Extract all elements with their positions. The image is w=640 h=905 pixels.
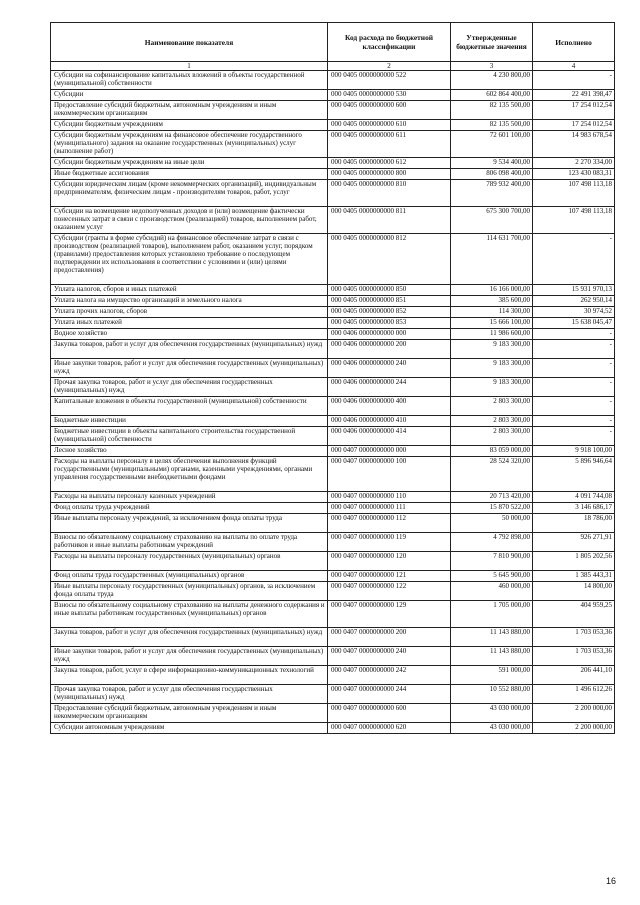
row-code-cell: 000 0405 0000000000 600 [328, 101, 451, 120]
table-row [51, 340, 615, 359]
row-name-cell: Закупка товаров, работ, услуг в сфере информационно-коммуникационных технологий [51, 666, 328, 685]
row-name-cell: Субсидии автономным учреждениям [51, 723, 328, 734]
row-code-cell: 000 0405 0000000000 611 [328, 131, 451, 158]
table-row [51, 296, 615, 307]
row-code-cell: 000 0407 0000000000 110 [328, 492, 451, 503]
table-row [51, 601, 615, 628]
row-name-cell: Уплата прочих налогов, сборов [51, 307, 328, 318]
table-row [51, 582, 615, 601]
row-approved-cell: 82 135 500,00 [451, 120, 533, 131]
row-approved-cell: 806 098 400,00 [451, 169, 533, 180]
row-name-cell: Расходы на выплаты персоналу в целях обеспечения выполнения функций государственными (муниципальными) органами, казенными учреждениями, органами управления государственными внебюджетными фондами [51, 457, 328, 492]
row-approved-cell: 83 059 000,00 [451, 446, 533, 457]
row-name-cell: Уплата налога на имущество организаций и земельного налога [51, 296, 328, 307]
row-executed-cell: 5 896 946,64 [533, 457, 615, 492]
page-number: 16 [605, 876, 616, 886]
table-row [51, 90, 615, 101]
row-code-cell: 000 0407 0000000000 620 [328, 723, 451, 734]
row-executed-cell: - [533, 359, 615, 378]
row-name-cell: Прочая закупка товаров, работ и услуг для обеспечения государственных (муниципальных) нужд [51, 378, 328, 397]
row-approved-cell: 16 166 000,00 [451, 285, 533, 296]
row-approved-cell: 4 230 800,00 [451, 71, 533, 90]
row-code-cell: 000 0406 0000000000 414 [328, 427, 451, 446]
column-number: 4 [533, 62, 615, 71]
row-name-cell: Закупка товаров, работ и услуг для обеспечения государственных (муниципальных) нужд [51, 340, 328, 359]
table-row [51, 704, 615, 723]
row-code-cell: 000 0406 0000000000 244 [328, 378, 451, 397]
row-executed-cell: - [533, 416, 615, 427]
row-executed-cell: 3 146 686,17 [533, 503, 615, 514]
budget-expenditure-table [50, 22, 615, 734]
table-row [51, 427, 615, 446]
row-code-cell: 000 0407 0000000000 244 [328, 685, 451, 704]
row-approved-cell: 2 803 300,00 [451, 427, 533, 446]
row-executed-cell: 22 491 398,47 [533, 90, 615, 101]
row-executed-cell: 1 805 202,56 [533, 552, 615, 571]
budget-execution-table-sheet [50, 22, 614, 734]
row-code-cell: 000 0405 0000000000 851 [328, 296, 451, 307]
row-executed-cell: 1 496 612,26 [533, 685, 615, 704]
table-header-row [51, 23, 615, 62]
row-code-cell: 000 0407 0000000000 111 [328, 503, 451, 514]
row-executed-cell: 1 703 053,36 [533, 647, 615, 666]
table-row [51, 120, 615, 131]
row-code-cell: 000 0405 0000000000 522 [328, 71, 451, 90]
table-row [51, 492, 615, 503]
row-name-cell: Иные выплаты персоналу учреждений, за исключением фонда оплаты труда [51, 514, 328, 533]
row-executed-cell: 926 271,91 [533, 533, 615, 552]
table-row [51, 628, 615, 647]
row-executed-cell: 9 918 100,00 [533, 446, 615, 457]
row-approved-cell: 9 534 400,00 [451, 158, 533, 169]
row-executed-cell: 14 800,00 [533, 582, 615, 601]
row-code-cell: 000 0405 0000000000 810 [328, 180, 451, 207]
row-approved-cell: 11 143 880,00 [451, 628, 533, 647]
table-row [51, 416, 615, 427]
row-approved-cell: 2 803 300,00 [451, 416, 533, 427]
table-row [51, 647, 615, 666]
row-approved-cell: 11 143 880,00 [451, 647, 533, 666]
row-code-cell: 000 0405 0000000000 612 [328, 158, 451, 169]
row-approved-cell: 15 870 522,00 [451, 503, 533, 514]
row-name-cell: Уплата налогов, сборов и иных платежей [51, 285, 328, 296]
table-row [51, 666, 615, 685]
row-executed-cell: 262 950,14 [533, 296, 615, 307]
row-executed-cell: 17 254 012,54 [533, 120, 615, 131]
table-row [51, 207, 615, 234]
row-executed-cell: - [533, 340, 615, 359]
table-row [51, 446, 615, 457]
row-approved-cell: 1 705 000,00 [451, 601, 533, 628]
row-executed-cell: 15 638 045,47 [533, 318, 615, 329]
row-executed-cell: 1 703 053,36 [533, 628, 615, 647]
row-name-cell: Прочая закупка товаров, работ и услуг для обеспечения государственных (муниципальных) нужд [51, 685, 328, 704]
row-name-cell: Лесное хозяйство [51, 446, 328, 457]
row-executed-cell: - [533, 427, 615, 446]
row-approved-cell: 602 864 400,00 [451, 90, 533, 101]
table-row [51, 329, 615, 340]
row-approved-cell: 82 135 500,00 [451, 101, 533, 120]
row-approved-cell: 50 000,00 [451, 514, 533, 533]
row-code-cell: 000 0407 0000000000 242 [328, 666, 451, 685]
row-approved-cell: 28 524 320,00 [451, 457, 533, 492]
header-budget-code: Код расхода по бюджетной классификации [328, 23, 451, 62]
row-code-cell: 000 0407 0000000000 000 [328, 446, 451, 457]
table-row [51, 457, 615, 492]
row-code-cell: 000 0407 0000000000 129 [328, 601, 451, 628]
row-code-cell: 000 0405 0000000000 852 [328, 307, 451, 318]
row-executed-cell: 15 931 970,13 [533, 285, 615, 296]
table-row [51, 101, 615, 120]
row-code-cell: 000 0405 0000000000 610 [328, 120, 451, 131]
row-name-cell: Взносы по обязательному социальному страхованию на выплаты по оплате труда работников и иные выплаты работникам учреждений [51, 533, 328, 552]
row-code-cell: 000 0407 0000000000 100 [328, 457, 451, 492]
row-code-cell: 000 0405 0000000000 812 [328, 234, 451, 285]
row-executed-cell: 107 498 113,18 [533, 207, 615, 234]
row-name-cell: Фонд оплаты труда государственных (муниципальных) органов [51, 571, 328, 582]
row-executed-cell: - [533, 378, 615, 397]
table-row [51, 285, 615, 296]
column-number-row [51, 62, 615, 71]
table-row [51, 180, 615, 207]
header-executed: Исполнено [533, 23, 615, 62]
table-row [51, 685, 615, 704]
column-number: 1 [51, 62, 328, 71]
header-indicator-name: Наименование показателя [51, 23, 328, 62]
row-name-cell: Иные закупки товаров, работ и услуг для обеспечения государственных (муниципальных) нужд [51, 359, 328, 378]
table-row [51, 318, 615, 329]
row-name-cell: Фонд оплаты труда учреждений [51, 503, 328, 514]
row-code-cell: 000 0407 0000000000 120 [328, 552, 451, 571]
row-code-cell: 000 0407 0000000000 121 [328, 571, 451, 582]
row-code-cell: 000 0405 0000000000 530 [328, 90, 451, 101]
row-name-cell: Водное хозяйство [51, 329, 328, 340]
row-code-cell: 000 0407 0000000000 122 [328, 582, 451, 601]
row-executed-cell: 206 441,10 [533, 666, 615, 685]
row-code-cell: 000 0407 0000000000 119 [328, 533, 451, 552]
row-approved-cell: 385 600,00 [451, 296, 533, 307]
row-executed-cell: 2 200 000,00 [533, 723, 615, 734]
row-name-cell: Уплата иных платежей [51, 318, 328, 329]
row-approved-cell: 43 030 000,00 [451, 723, 533, 734]
row-name-cell: Закупка товаров, работ и услуг для обеспечения государственных (муниципальных) нужд [51, 628, 328, 647]
row-name-cell: Расходы на выплаты персоналу казенных учреждений [51, 492, 328, 503]
row-code-cell: 000 0407 0000000000 600 [328, 704, 451, 723]
row-executed-cell: - [533, 329, 615, 340]
row-code-cell: 000 0405 0000000000 850 [328, 285, 451, 296]
row-code-cell: 000 0407 0000000000 200 [328, 628, 451, 647]
row-name-cell: Бюджетные инвестиции [51, 416, 328, 427]
row-name-cell: Субсидии бюджетным учреждениям на иные цели [51, 158, 328, 169]
row-approved-cell: 9 183 300,00 [451, 378, 533, 397]
row-approved-cell: 9 183 300,00 [451, 340, 533, 359]
row-name-cell: Субсидии юридическим лицам (кроме некоммерческих организаций), индивидуальным предпринимателям, физическим лицам - производителям товаров, работ, услуг [51, 180, 328, 207]
row-approved-cell: 114 631 700,00 [451, 234, 533, 285]
row-executed-cell: 17 254 012,54 [533, 101, 615, 120]
row-executed-cell: 107 498 113,18 [533, 180, 615, 207]
row-code-cell: 000 0406 0000000000 400 [328, 397, 451, 416]
row-executed-cell: 14 983 678,54 [533, 131, 615, 158]
row-code-cell: 000 0405 0000000000 800 [328, 169, 451, 180]
row-name-cell: Субсидии на возмещение недополученных доходов и (или) возмещение фактически понесенных затрат в связи с производством (реализацией) товаров, выполнением работ, оказанием услуг [51, 207, 328, 234]
header-approved-values: Утвержденные бюджетные значения [451, 23, 533, 62]
row-approved-cell: 675 300 700,00 [451, 207, 533, 234]
table-row [51, 552, 615, 571]
row-code-cell: 000 0407 0000000000 240 [328, 647, 451, 666]
table-row [51, 169, 615, 180]
table-row [51, 514, 615, 533]
table-row [51, 533, 615, 552]
table-row [51, 397, 615, 416]
row-approved-cell: 591 000,00 [451, 666, 533, 685]
row-approved-cell: 20 713 420,00 [451, 492, 533, 503]
row-name-cell: Субсидии [51, 90, 328, 101]
table-row [51, 723, 615, 734]
row-name-cell: Субсидии бюджетным учреждениям [51, 120, 328, 131]
row-approved-cell: 15 666 100,00 [451, 318, 533, 329]
table-row [51, 359, 615, 378]
row-executed-cell: 2 270 334,00 [533, 158, 615, 169]
row-name-cell: Бюджетные инвестиции в объекты капитального строительства государственной (муниципальной) собственности [51, 427, 328, 446]
row-approved-cell: 2 803 300,00 [451, 397, 533, 416]
row-executed-cell: 18 786,00 [533, 514, 615, 533]
row-executed-cell: - [533, 234, 615, 285]
row-name-cell: Иные закупки товаров, работ и услуг для обеспечения государственных (муниципальных) нужд [51, 647, 328, 666]
row-name-cell: Субсидии (гранты в форме субсидий) на финансовое обеспечение затрат в связи с производством (реализацией товаров), выполнением работ, оказанием услуг, порядком (правилами) предоставления которых установлено требование о последующем подтверждении их использования в соответствии с условиями и (или) целями предоставления) [51, 234, 328, 285]
row-name-cell: Расходы на выплаты персоналу государственных (муниципальных) органов [51, 552, 328, 571]
row-name-cell: Иные бюджетные ассигнования [51, 169, 328, 180]
row-executed-cell: 1 385 443,31 [533, 571, 615, 582]
row-name-cell: Субсидии бюджетным учреждениям на финансовое обеспечение государственного (муниципального) задания на оказание государственных (муниципальных) услуг (выполнение работ) [51, 131, 328, 158]
row-executed-cell: - [533, 71, 615, 90]
table-row [51, 503, 615, 514]
row-name-cell: Взносы по обязательному социальному страхованию на выплаты денежного содержания и иные выплаты работникам государственных (муниципальных) органов [51, 601, 328, 628]
table-row [51, 131, 615, 158]
row-name-cell: Субсидии на софинансирование капитальных вложений в объекты государственной (муниципальной) собственности [51, 71, 328, 90]
row-code-cell: 000 0406 0000000000 000 [328, 329, 451, 340]
row-code-cell: 000 0406 0000000000 240 [328, 359, 451, 378]
table-row [51, 158, 615, 169]
table-row [51, 71, 615, 90]
row-name-cell: Предоставление субсидий бюджетным, автономным учреждениям и иным некоммерческим организациям [51, 704, 328, 723]
row-approved-cell: 7 810 900,00 [451, 552, 533, 571]
row-approved-cell: 43 030 000,00 [451, 704, 533, 723]
row-executed-cell: 2 200 000,00 [533, 704, 615, 723]
row-approved-cell: 460 000,00 [451, 582, 533, 601]
row-approved-cell: 10 552 880,00 [451, 685, 533, 704]
table-row [51, 307, 615, 318]
table-row [51, 571, 615, 582]
row-executed-cell: 30 974,52 [533, 307, 615, 318]
row-name-cell: Предоставление субсидий бюджетным, автономным учреждениям и иным некоммерческим организациям [51, 101, 328, 120]
row-approved-cell: 72 601 100,00 [451, 131, 533, 158]
row-code-cell: 000 0405 0000000000 853 [328, 318, 451, 329]
row-name-cell: Иные выплаты персоналу государственных (муниципальных) органов, за исключением фонда оплаты труда [51, 582, 328, 601]
column-number: 3 [451, 62, 533, 71]
row-code-cell: 000 0406 0000000000 410 [328, 416, 451, 427]
row-code-cell: 000 0405 0000000000 811 [328, 207, 451, 234]
row-approved-cell: 114 300,00 [451, 307, 533, 318]
row-approved-cell: 789 932 400,00 [451, 180, 533, 207]
row-executed-cell: 404 959,25 [533, 601, 615, 628]
row-executed-cell: 4 091 744,08 [533, 492, 615, 503]
row-approved-cell: 11 986 600,00 [451, 329, 533, 340]
row-executed-cell: - [533, 397, 615, 416]
row-executed-cell: 123 430 083,31 [533, 169, 615, 180]
column-number: 2 [328, 62, 451, 71]
row-code-cell: 000 0406 0000000000 200 [328, 340, 451, 359]
row-code-cell: 000 0407 0000000000 112 [328, 514, 451, 533]
row-approved-cell: 4 792 898,00 [451, 533, 533, 552]
row-approved-cell: 9 183 300,00 [451, 359, 533, 378]
table-row [51, 378, 615, 397]
row-name-cell: Капитальные вложения в объекты государственной (муниципальной) собственности [51, 397, 328, 416]
table-row [51, 234, 615, 285]
table-body [51, 71, 615, 734]
row-approved-cell: 5 645 900,00 [451, 571, 533, 582]
